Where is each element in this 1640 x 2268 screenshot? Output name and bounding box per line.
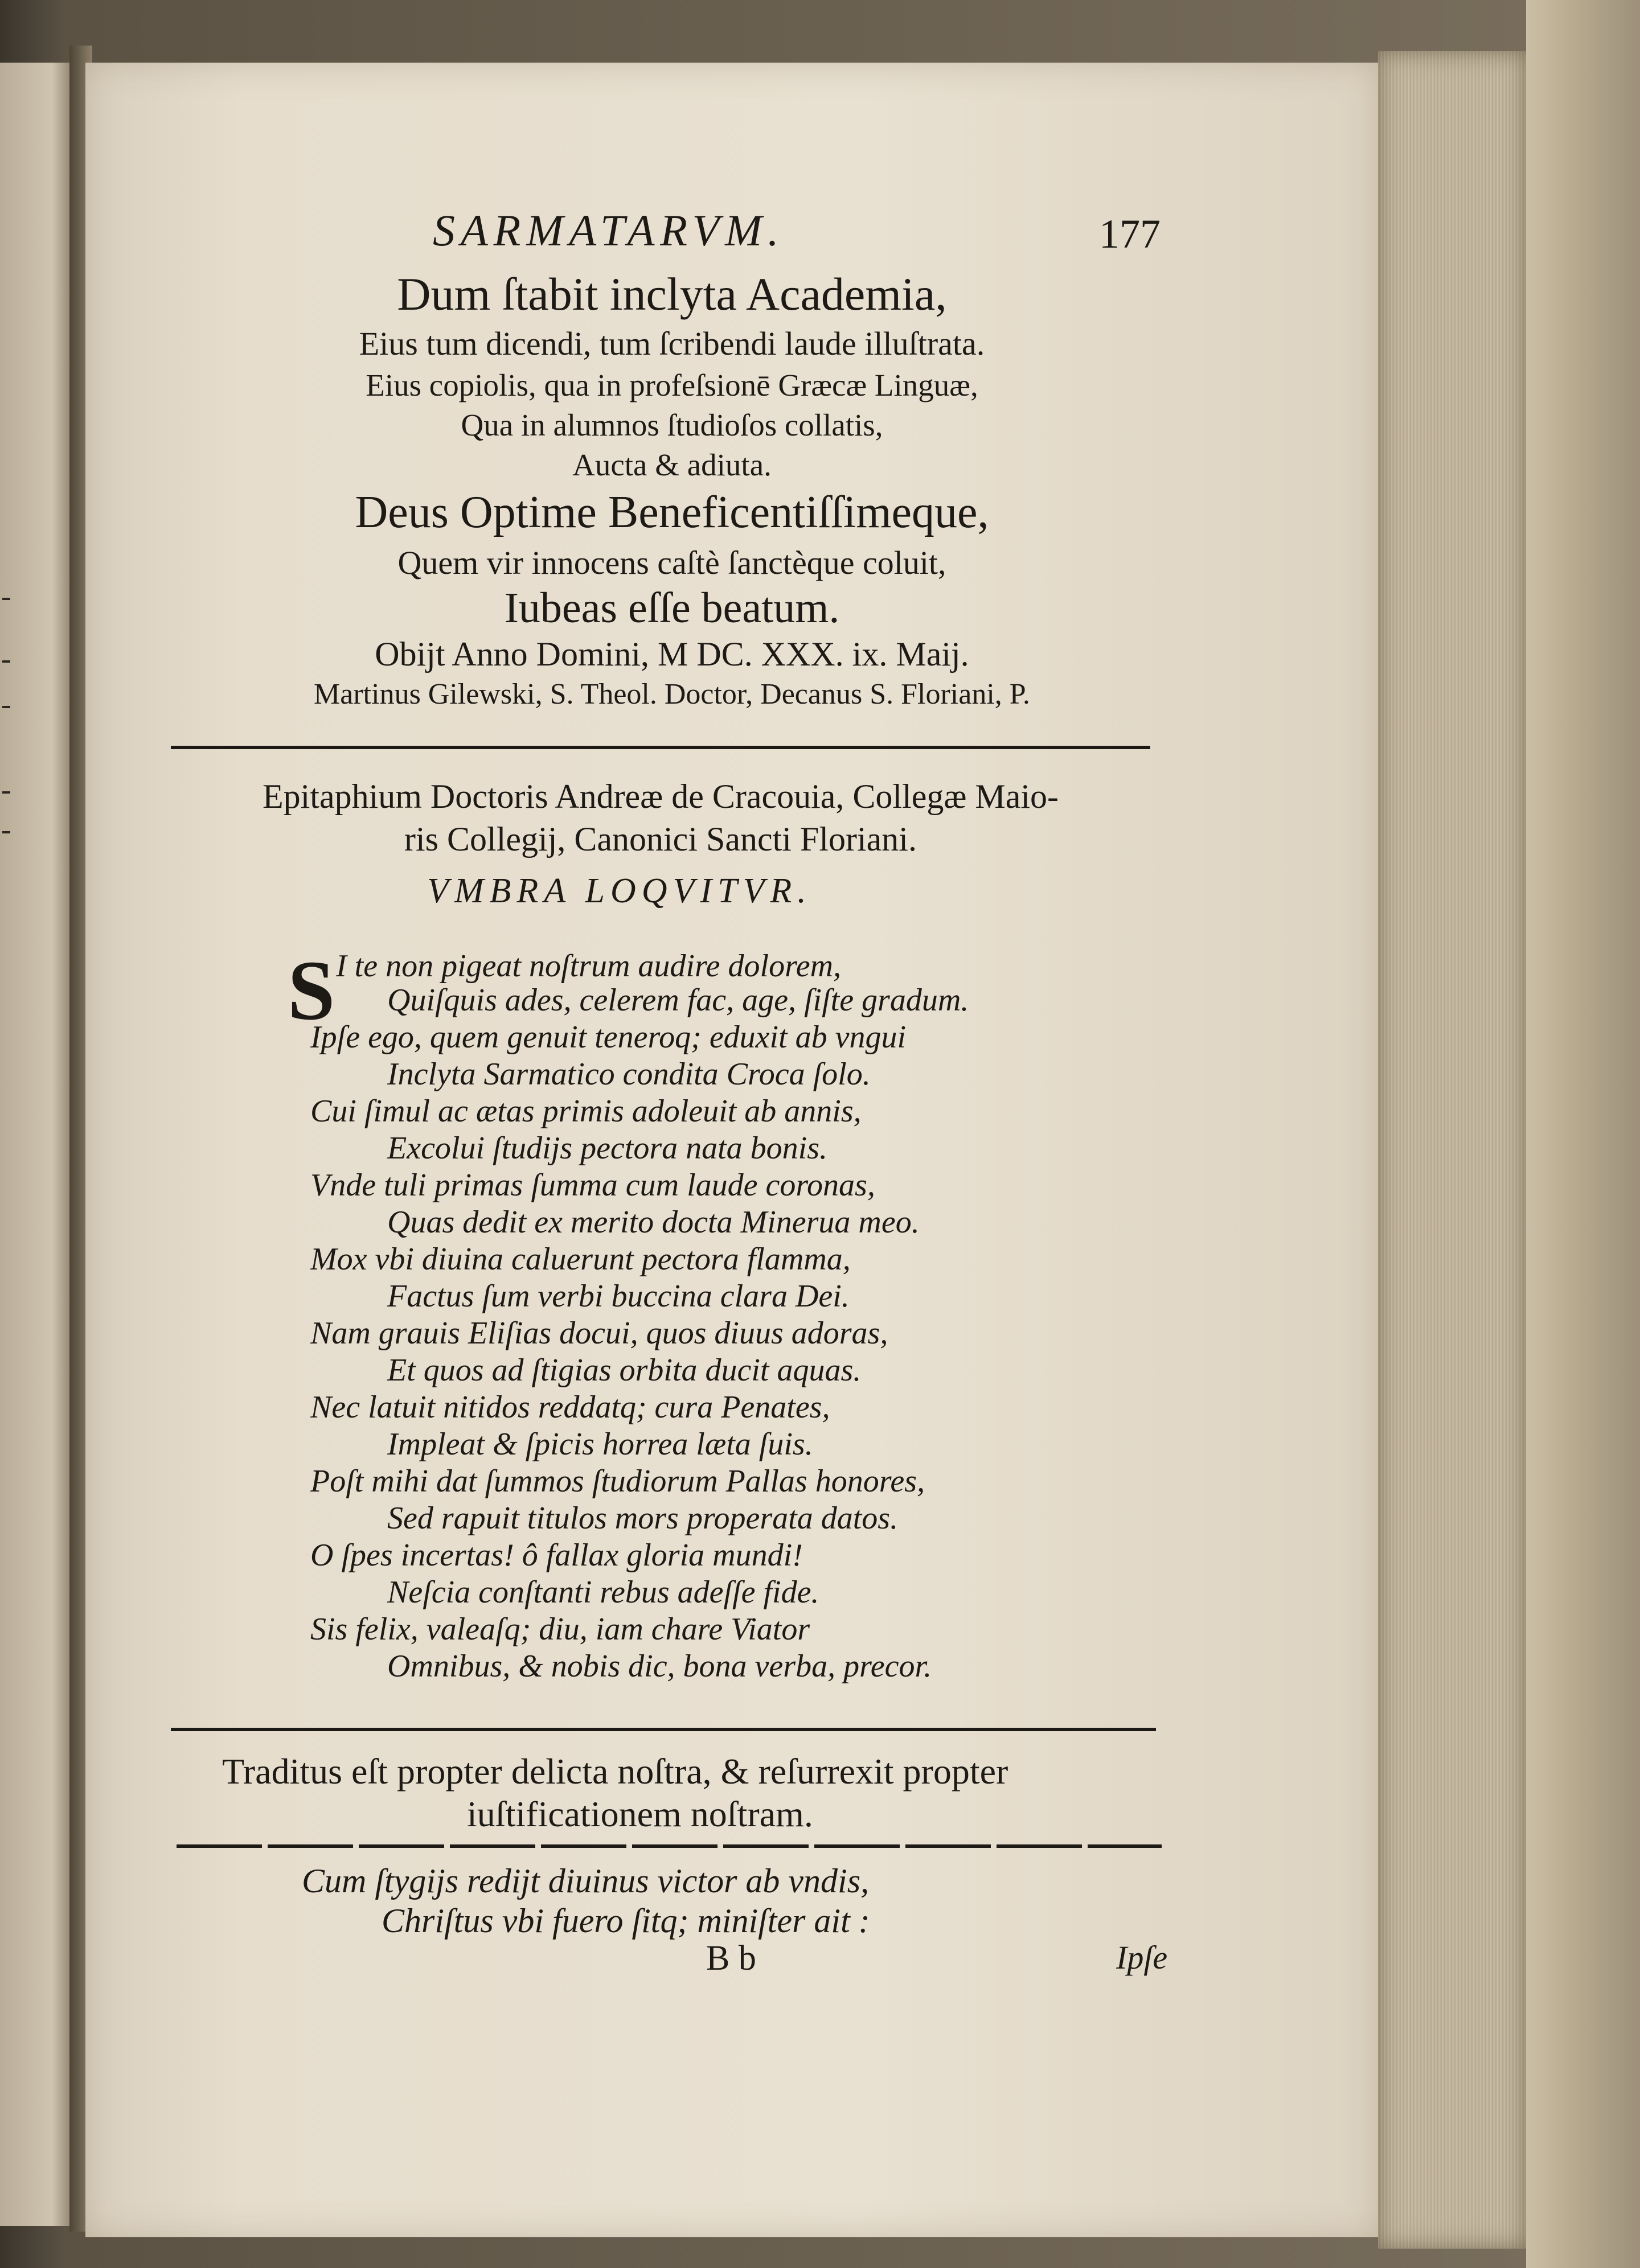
- verse-line: Quas dedit ex merito docta Minerua meo.: [387, 1205, 920, 1240]
- page-edges: [1378, 51, 1526, 2249]
- verse-line: Quiſquis ades, celerem fac, age, ſiſte gradum.: [387, 983, 969, 1018]
- epitaph-line: Quem vir innocens caſtè ſanctèque coluit,: [397, 544, 946, 581]
- bleed-mark: [2, 791, 10, 794]
- drop-capital: S: [288, 943, 335, 1038]
- bleed-mark: [2, 598, 10, 600]
- catchword: Ipſe: [1116, 1939, 1168, 1976]
- verse-line: Ipſe ego, quem genuit teneroq; eduxit ab vngui: [310, 1020, 907, 1055]
- verse-line: Nec latuit nitidos reddatq; cura Penates,: [310, 1390, 830, 1425]
- verse-line: I te non pigeat noſtrum audire dolorem,: [336, 948, 842, 984]
- epitaph-line: Eius copiolis, qua in profeſsionē Græcæ Linguæ,: [366, 368, 978, 402]
- epitaph-line: Iubeas eſſe beatum.: [504, 584, 840, 632]
- epitaph-line: Obijt Anno Domini, M DC. XXX. ix. Maij.: [375, 635, 969, 673]
- epitaph-line: Dum ſtabit inclyta Academia,: [397, 268, 947, 320]
- verse-line: Impleat & ſpicis horrea læta ſuis.: [387, 1427, 813, 1462]
- left-page-edge: [0, 63, 74, 2226]
- verse-line: Nam grauis Eliſias docui, quos diuus adoras,: [310, 1316, 888, 1351]
- epitaph-heading: ris Collegij, Canonici Sancti Floriani.: [404, 820, 917, 858]
- motto-line: Traditus eſt propter delicta noſtra, & reſurrexit propter: [222, 1751, 1008, 1792]
- bleed-mark: [2, 706, 10, 708]
- verse-line: Chriſtus vbi fuero ſitq; miniſter ait :: [382, 1902, 870, 1940]
- bleed-mark: [2, 831, 10, 833]
- verse-line: Et quos ad ſtigias orbita ducit aquas.: [387, 1353, 862, 1388]
- running-title: SARMATARVM.: [433, 206, 785, 255]
- verse-line: Sis felix, valeaſq; diu, iam chare Viator: [310, 1612, 810, 1647]
- verse-line: Sed rapuit titulos mors properata datos.: [387, 1501, 899, 1536]
- verse-line: Vnde tuli primas ſumma cum laude coronas,: [310, 1168, 875, 1203]
- epitaph-line: Qua in alumnos ſtudioſos collatis,: [461, 408, 883, 442]
- verse-line: Cui ſimul ac ætas primis adoleuit ab annis,: [310, 1094, 862, 1129]
- verse-line: Excolui ſtudijs pectora nata bonis.: [387, 1131, 828, 1166]
- signature-mark: B b: [706, 1939, 756, 1978]
- page-number: 177: [1099, 211, 1161, 257]
- verse-line: Factus ſum verbi buccina clara Dei.: [387, 1279, 850, 1314]
- epitaph-line: Deus Optime Beneficentiſſimeque,: [355, 487, 989, 537]
- separator-rule: [177, 1844, 1162, 1848]
- verse-line: Neſcia conſtanti rebus adeſſe fide.: [387, 1575, 819, 1610]
- epitaph-subheading: VMBRA LOQVITVR.: [427, 872, 812, 910]
- bleed-mark: [2, 660, 10, 663]
- separator-rule: [171, 746, 1150, 749]
- motto-line: iuſtificationem noſtram.: [467, 1794, 813, 1834]
- separator-rule: [171, 1728, 1156, 1731]
- verse-line: Mox vbi diuina caluerunt pectora flamma,: [310, 1242, 851, 1277]
- verse-line: O ſpes incertas! ô fallax gloria mundi!: [310, 1538, 803, 1573]
- verse-line: Poſt mihi dat ſummos ſtudiorum Pallas honores,: [310, 1464, 925, 1499]
- verse-line: Cum ſtygijs redijt diuinus victor ab vndis,: [302, 1862, 870, 1900]
- book-cover: [1526, 0, 1640, 2268]
- epitaph-line: Eius tum dicendi, tum ſcribendi laude illuſtrata.: [359, 325, 985, 362]
- epitaph-line: Martinus Gilewski, S. Theol. Doctor, Decanus S. Floriani, P.: [314, 678, 1030, 710]
- verse-line: Omnibus, & nobis dic, bona verba, precor.: [387, 1649, 932, 1684]
- epitaph-line: Aucta & adiuta.: [572, 447, 772, 482]
- epitaph-heading: Epitaphium Doctoris Andreæ de Cracouia, Collegæ Maio-: [262, 778, 1059, 815]
- verse-line: Inclyta Sarmatico condita Croca ſolo.: [387, 1057, 871, 1092]
